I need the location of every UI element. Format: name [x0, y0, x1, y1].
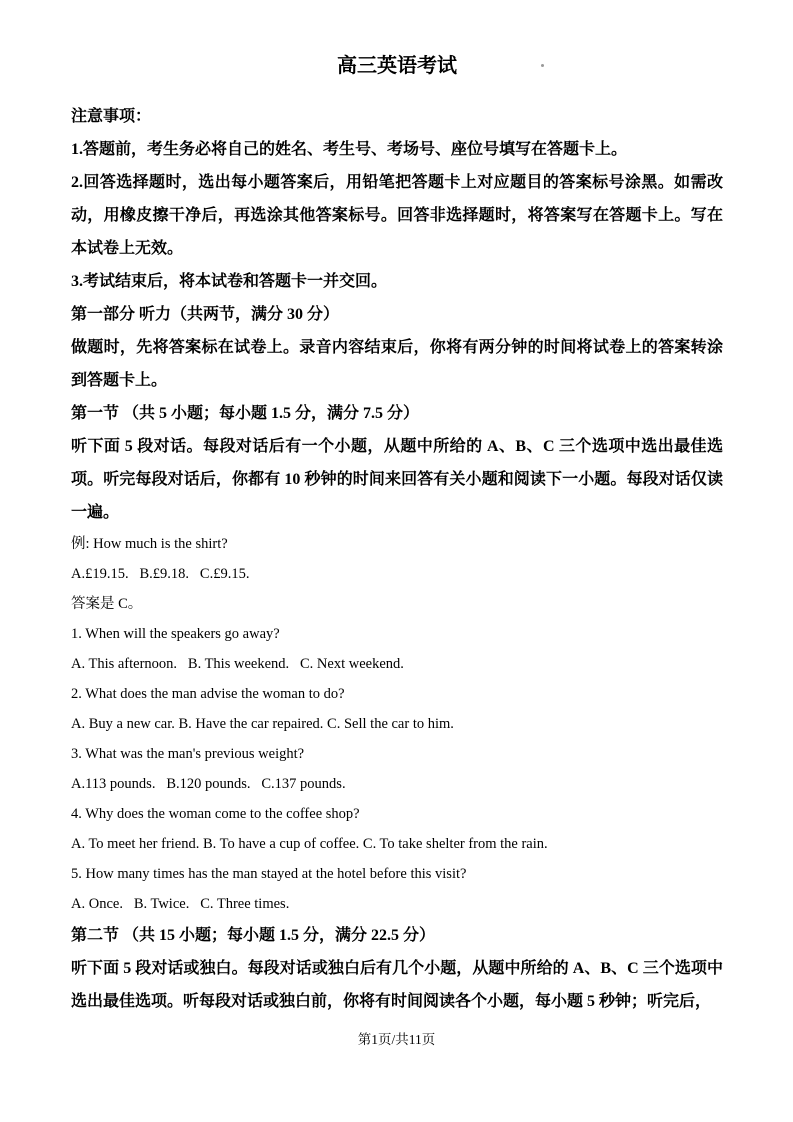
stray-mark	[541, 64, 544, 67]
paragraph: 3.考试结束后，将本试卷和答题卡一并交回。	[71, 273, 388, 290]
paragraph: 2. What does the man advise the woman to do?	[71, 686, 345, 702]
paragraph: 第一部分 听力（共两节，满分 30 分）	[71, 306, 340, 323]
paragraph: A. This afternoon. B. This weekend. C. Next weekend.	[71, 656, 404, 672]
paragraph: 1.答题前，考生务必将自己的姓名、考生号、考场号、座位号填写在答题卡上。	[71, 141, 628, 158]
paragraph: A. Once. B. Twice. C. Three times.	[71, 896, 290, 912]
paragraph: 听下面 5 段对话或独白。每段对话或独白后有几个小题，从题中所给的 A、B、C 三个选项中选出最佳选项。听每段对话或独白前，你将有时间阅读各个小题，每小题 5 秒钟；听完后，	[71, 960, 723, 1010]
paragraph: A. To meet her friend. B. To have a cup of coffee. C. To take shelter from the rain.	[71, 836, 548, 852]
paragraph: A. Buy a new car. B. Have the car repaired. C. Sell the car to him.	[71, 716, 454, 732]
paragraph: 3. What was the man's previous weight?	[71, 746, 305, 762]
paragraph: 2.回答选择题时，选出每小题答案后，用铅笔把答题卡上对应题目的答案标号涂黑。如需改动，用橡皮擦干净后，再选涂其他答案标号。回答非选择题时，将答案写在答题卡上。写在本试卷上无效。	[71, 174, 723, 257]
paragraph: 注意事项：	[71, 108, 152, 125]
paragraph: 1. When will the speakers go away?	[71, 626, 280, 642]
paragraph: 例: How much is the shirt?	[71, 536, 228, 552]
paragraph: 答案是 C。	[71, 596, 143, 612]
paragraph: 第一节 （共 5 小题；每小题 1.5 分，满分 7.5 分）	[71, 405, 420, 422]
page-footer: 第1页/共11页	[357, 1032, 436, 1047]
page-title: 高三英语考试	[337, 55, 457, 77]
paragraph: 4. Why does the woman come to the coffee shop?	[71, 806, 360, 822]
paragraph: 5. How many times has the man stayed at the hotel before this visit?	[71, 866, 467, 882]
paragraph: A.113 pounds. B.120 pounds. C.137 pounds.	[71, 776, 346, 792]
paragraph: A.£19.15. B.£9.18. C.£9.15.	[71, 566, 250, 582]
paragraph: 第二节 （共 15 小题；每小题 1.5 分，满分 22.5 分）	[71, 927, 436, 944]
paragraph: 做题时，先将答案标在试卷上。录音内容结束后，你将有两分钟的时间将试卷上的答案转涂到答题卡上。	[71, 339, 723, 389]
document-body	[71, 100, 723, 1018]
paragraph: 听下面 5 段对话。每段对话后有一个小题，从题中所给的 A、B、C 三个选项中选出最佳选项。听完每段对话后，你都有 10 秒钟的时间来回答有关小题和阅读下一小题。每段对话仅读一遍。	[71, 438, 723, 521]
